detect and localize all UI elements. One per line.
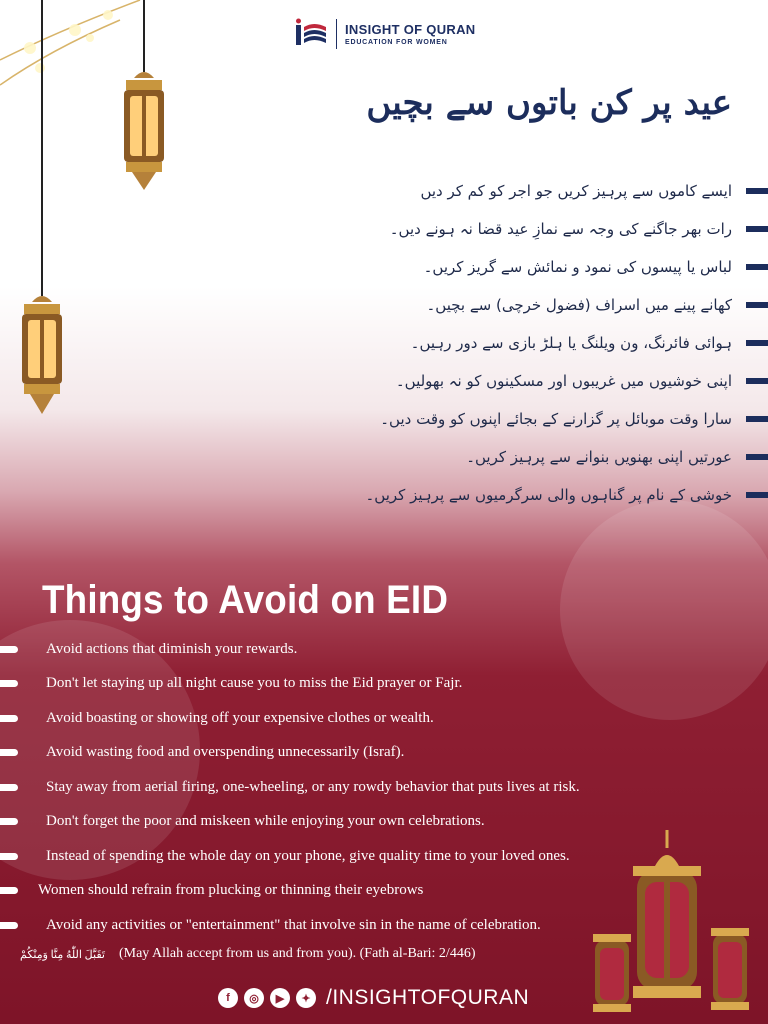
urdu-list [248, 172, 768, 514]
english-list-item: Avoid actions that diminish your rewards. [0, 632, 700, 667]
english-list-item: Don't forget the poor and miskeen while enjoying your own celebrations. [0, 805, 700, 840]
brand-logo [294, 14, 475, 54]
twitter-icon[interactable]: ✦ [296, 988, 316, 1008]
urdu-list-item: عورتیں اپنی بھنویں بنوانے سے پرہیز کریں۔ [248, 438, 768, 476]
english-list [0, 632, 700, 943]
english-title: Things to Avoid on EID [42, 578, 449, 622]
quran-logo-icon [294, 17, 328, 51]
english-list-item: Stay away from aerial firing, one-wheeling, or any rowdy behavior that puts lives at risk. [0, 770, 700, 805]
bullet-icon [746, 188, 768, 194]
urdu-list-item: ہوائی فائرنگ، ون ویلنگ یا ہلڑ بازی سے دور رہیں۔ [248, 324, 768, 362]
bullet-icon [0, 680, 18, 687]
bullet-icon [0, 887, 18, 894]
closing-text: (May Allah accept from us and from you). (Fath al-Bari: 2/446) [118, 946, 476, 961]
bullet-icon [746, 264, 768, 270]
urdu-list-item: اپنی خوشیوں میں غریبوں اور مسکینوں کو نہ بھولیں۔ [248, 362, 768, 400]
closing-line [20, 946, 475, 962]
bullet-icon [0, 922, 18, 929]
urdu-list-item: خوشی کے نام پر گناہوں والی سرگرمیوں سے پرہیز کریں۔ [248, 476, 768, 514]
english-list-item: Avoid any activities or "entertainment" that involve sin in the name of celebration. [0, 908, 700, 943]
bullet-icon [0, 784, 18, 791]
english-list-item: Women should refrain from plucking or thinning their eyebrows [0, 874, 700, 909]
bullet-icon [746, 302, 768, 308]
bullet-icon [746, 378, 768, 384]
facebook-icon[interactable]: f [218, 988, 238, 1008]
bullet-icon [746, 340, 768, 346]
urdu-list-item: ایسے کاموں سے پرہیز کریں جو اجر کو کم کر دیں [248, 172, 768, 210]
english-list-item: Avoid wasting food and overspending unnecessarily (Israf). [0, 736, 700, 771]
bullet-icon [0, 646, 18, 653]
social-links [218, 986, 529, 1010]
lantern-icon [8, 0, 72, 420]
bullet-icon [0, 818, 18, 825]
bullet-icon [0, 853, 18, 860]
urdu-list-item: کھانے پینے میں اسراف (فضول خرچی) سے بچیں۔ [248, 286, 768, 324]
youtube-icon[interactable]: ▶ [270, 988, 290, 1008]
urdu-list-item: لباس یا پیسوں کی نمود و نمائش سے گریز کریں۔ [248, 248, 768, 286]
logo-divider [336, 19, 337, 49]
closing-arabic: تَقَبَّلَ اللّٰهُ مِنَّا وَمِنْكُمْ [20, 948, 105, 961]
bullet-icon [746, 492, 768, 498]
urdu-list-item: رات بھر جاگنے کی وجہ سے نمازِ عید قضا نہ ہونے دیں۔ [248, 210, 768, 248]
urdu-list-item: سارا وقت موبائل پر گزارنے کے بجائے اپنوں کو وقت دیں۔ [248, 400, 768, 438]
brand-name: INSIGHT OF QURAN [345, 22, 476, 37]
social-handle[interactable]: /INSIGHTOFQURAN [326, 986, 530, 1009]
english-list-item: Avoid boasting or showing off your expensive clothes or wealth. [0, 701, 700, 736]
bullet-icon [746, 454, 768, 460]
bullet-icon [746, 226, 768, 232]
bullet-icon [0, 715, 18, 722]
bullet-icon [0, 749, 18, 756]
urdu-title: عید پر کن باتوں سے بچیں [366, 83, 732, 123]
lantern-icon [112, 0, 176, 195]
brand-tagline: EDUCATION FOR WOMEN [345, 39, 448, 46]
instagram-icon[interactable]: ◎ [244, 988, 264, 1008]
bullet-icon [746, 416, 768, 422]
english-list-item: Instead of spending the whole day on your phone, give quality time to your loved ones. [0, 839, 700, 874]
english-list-item: Don't let staying up all night cause you to miss the Eid prayer or Fajr. [0, 667, 700, 702]
